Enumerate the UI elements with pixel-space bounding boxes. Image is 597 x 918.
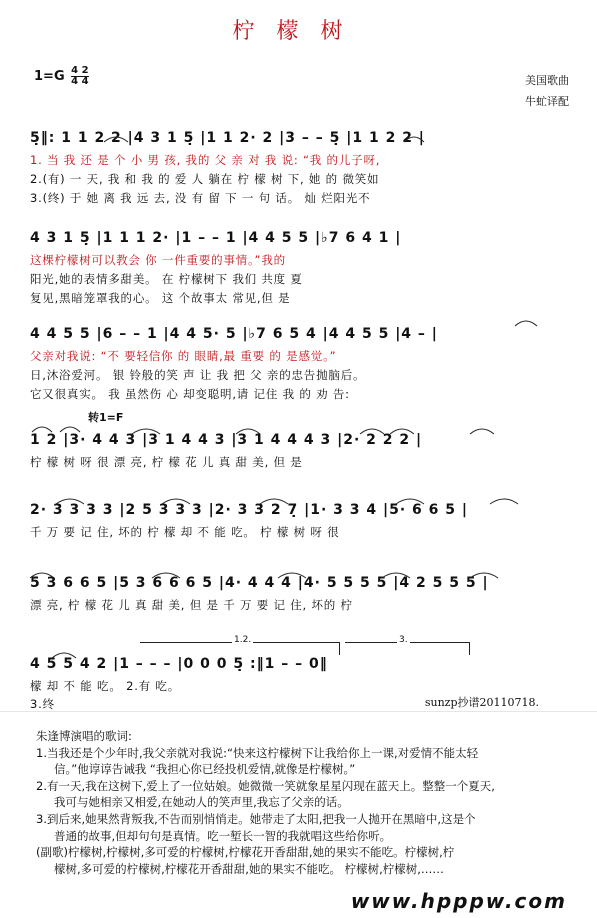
lyric-verse-1: 父亲对我说: “不 要轻信你 的 眼睛,最 重要 的 是感觉。” (30, 349, 337, 363)
score-system-3 (30, 326, 555, 402)
lyric-line: 我可与她相亲又相爱,在她动人的笑声里,我忘了父亲的话。 (54, 795, 349, 810)
key-label: 1=G (34, 69, 65, 84)
lyric-verse-1: 这棵柠檬树可以教会 你 一件重要的事情。”我的 (30, 253, 286, 267)
transcriber-credit: sunzp抄谱20110718. (424, 696, 539, 709)
score-system-5 (30, 502, 555, 540)
time-sig-top: 4 2 (71, 65, 89, 76)
notation-line: 4 5 5 4 2 |1 – – – |0 0 0 5̣ :‖1 – – 0‖ (30, 656, 328, 672)
notation-line: 4 3 1 5̣ |1 1 1 2· |1 – – 1 |4 4 5 5 |♭7 6 4 1 | (30, 230, 402, 246)
time-sig-bottom: 4 4 (71, 76, 89, 87)
volta-bracket-2 (345, 635, 470, 645)
song-origin: 美国歌曲 (525, 74, 569, 87)
lyric-chorus: 漂 亮, 柠 檬 花 儿 真 甜 美, 但 是 千 万 要 记 住, 坏的 柠 (30, 598, 353, 612)
modulation-mark: 转1=F (88, 411, 124, 424)
lyric-verse-3: 它又很真实。 我 虽然伤 心 却变聪明,请 记住 我 的 劝 告: (30, 387, 350, 401)
lyric-ending-1: 檬 却 不 能 吃。 2.有 吃。 (30, 679, 181, 693)
lyric-chorus: 柠 檬 树 呀 很 漂 亮, 柠 檬 花 儿 真 甜 美, 但 是 (30, 455, 303, 469)
volta-label-1: 1.2. (234, 635, 252, 645)
notation-line: 1 2 |3· 4 4 3 |3 1 4 4 3 |3 1 4 4 4 3 |2· 2 2 2 | (30, 432, 423, 448)
score-system-1 (30, 130, 555, 206)
section-divider (0, 711, 597, 712)
lyric-chorus: 千 万 要 记 住, 坏的 柠 檬 却 不 能 吃。 柠 檬 树 呀 很 (30, 525, 340, 539)
lyric-verse-1: 1. 当 我 还 是 个 小 男 孩, 我的 父 亲 对 我 说: “我 的儿子呀, (30, 153, 381, 167)
lyric-verse-2: 阳光,她的表情多甜美。 在 柠檬树下 我们 共度 夏 (30, 272, 303, 286)
notation-line: 5̣‖: 1 1 2 2 |4 3 1 5̣ |1 1 2· 2 |3 – – 5̣ |1 1 2 2 | (30, 130, 425, 146)
score-system-4 (30, 432, 555, 470)
volta-bracket-1 (140, 635, 340, 645)
lyric-ending-2: 3.终 (30, 697, 55, 711)
score-system-2 (30, 230, 555, 306)
alternate-lyrics (36, 728, 566, 877)
lyric-verse-3: 复见,黑暗笼罩我的心。 这 个故事太 常见,但 是 (30, 291, 291, 305)
volta-label-2: 3. (399, 635, 408, 645)
key-signature (34, 66, 89, 87)
lyric-line: (副歌)柠檬树,柠檬树,多可爱的柠檬树,柠檬花开香甜甜,她的果实不能吃。柠檬树,柠 (36, 845, 455, 860)
lyric-line: 3.到后来,她果然背叛我,不告而别悄悄走。她带走了太阳,把我一人抛开在黑暗中,这是个 (36, 811, 476, 826)
notation-line: 2· 3 3 3 3 |2 5 3 3 3 |2· 3 3 2 7̣ |1· 3 3 4 |5· 6 6 5 | (30, 502, 468, 518)
lyric-line: 檬树,多可爱的柠檬树,柠檬花开香甜甜,她的果实不能吃。 柠檬树,柠檬树,…… (54, 861, 444, 876)
lyric-line: 信。”他谆谆告诫我 “我担心你已经投机爱情,就像是柠檬树。” (54, 762, 356, 777)
song-title: 柠檬树 (232, 19, 365, 44)
translator: 牛虻译配 (525, 95, 569, 108)
lyric-verse-2: 2.(有) 一 天, 我 和 我 的 爱 人 躺在 柠 檬 树 下, 她 的 微笑如 (30, 172, 380, 186)
notation-line: 4 4 5 5 |6 – – 1 |4 4 5· 5 |♭7 6 5 4 |4 4 5 5 |4 – | (30, 326, 438, 342)
site-watermark: www.hpppw.com (350, 889, 567, 913)
lyric-line: 普通的故事,但却句句是真情。吃一堑长一智的我就唱这些给你听。 (54, 828, 392, 843)
lyric-line: 1.当我还是个少年时,我父亲就对我说:“快来这柠檬树下让我给你上一课,对爱情不能太轻 (36, 745, 479, 760)
lyric-line: 2.有一天,我在这树下,爱上了一位姑娘。她微微一笑就象星星闪现在蓝天上。整整一个夏天, (36, 778, 495, 793)
lyric-verse-3: 3.(终) 于 她 离 我 远 去, 没 有 留 下 一 句 话。 灿 烂阳光不 (30, 191, 371, 205)
score-system-6 (30, 575, 555, 613)
lyric-verse-2: 日,沐浴爱河。 银 铃般的笑 声 让 我 把 父 亲的忠告抛脑后。 (30, 368, 366, 382)
notation-line: 5 3 6 6 5 |5 3 6 6 6 5 |4· 4 4 4 |4· 5 5 5 5 |4 2 5 5 5 | (30, 575, 489, 591)
lyrics-heading: 朱逢博演唱的歌词: (36, 729, 132, 743)
